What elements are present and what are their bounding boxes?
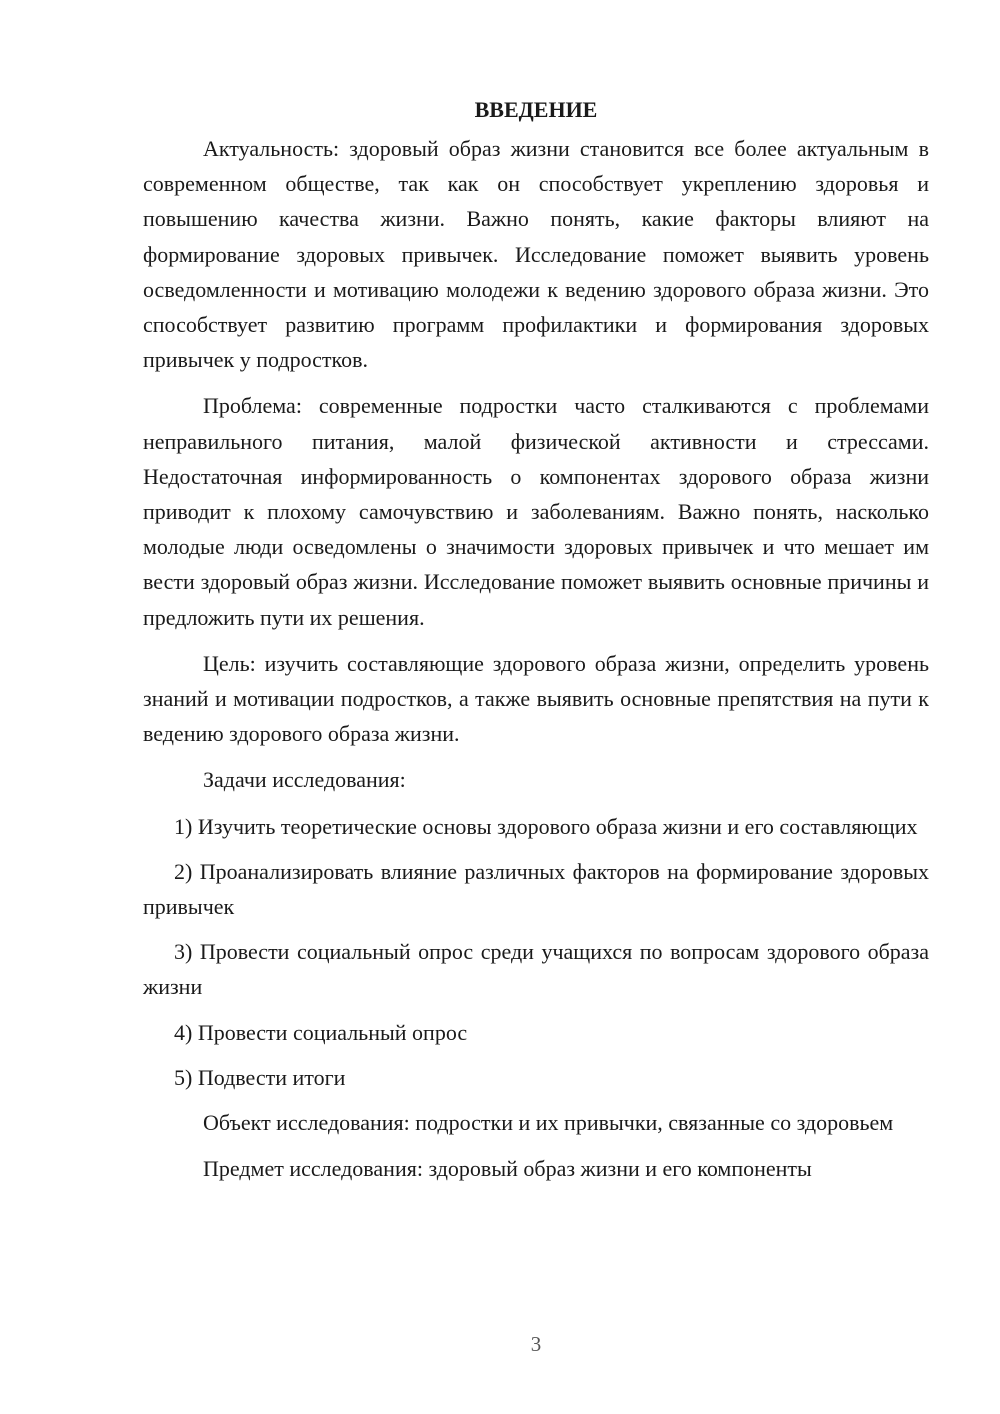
task-item-1: 1) Изучить теоретические основы здорового образа жизни и его составляющих: [174, 813, 918, 839]
subject-paragraph: Предмет исследования: здоровый образ жизни и его компоненты: [203, 1156, 812, 1182]
page-title: ВВЕДЕНИЕ: [474, 97, 598, 122]
task-item-2: 2) Проанализировать влияние различных факторов на формирование здоровых привычек: [143, 858, 929, 920]
object-paragraph: Объект исследования: подростки и их привычки, связанные со здоровьем: [203, 1110, 894, 1136]
task-item-3: 3) Провести социальный опрос среди учащихся по вопросам здорового образа жизни: [143, 939, 929, 1000]
goal-paragraph: Цель: изучить составляющие здорового образа жизни, определить уровень знаний и мотивации подростков, а также выявить основные препятствия на пути к ведению здорового образа жизни.: [143, 650, 929, 747]
page-number: 3: [530, 1332, 542, 1356]
tasks-heading: Задачи исследования:: [203, 767, 406, 793]
task-item-4: 4) Провести социальный опрос: [174, 1019, 468, 1045]
task-item-5: 5) Подвести итоги: [174, 1064, 346, 1090]
relevance-paragraph: Актуальность: здоровый образ жизни становится все более актуальным в современном обществе, так как он способствует укреплению здоровья и повышению качества жизни. Важно понять, какие факторы влияют на формирование здоровых привычек. Исследование поможет выявить уровень осведомленности и мотивацию молодежи к ведению здорового образа жизни. Это способствует развитию программ профилактики и формирования здоровых привычек у подростков.: [143, 136, 929, 373]
document-page: [143, 92, 929, 1197]
problem-paragraph: Проблема: современные подростки часто сталкиваются с проблемами неправильного питания, малой физической активности и стрессами. Недостаточная информированность о компонентах здорового образа жизни приводит к плохому самочувствию и заболеваниям. Важно понять, насколько молодые люди осведомлены о значимости здоровых привычек и что мешает им вести здоровый образ жизни. Исследование поможет выявить основные причины и предложить пути их решения.: [143, 393, 929, 630]
